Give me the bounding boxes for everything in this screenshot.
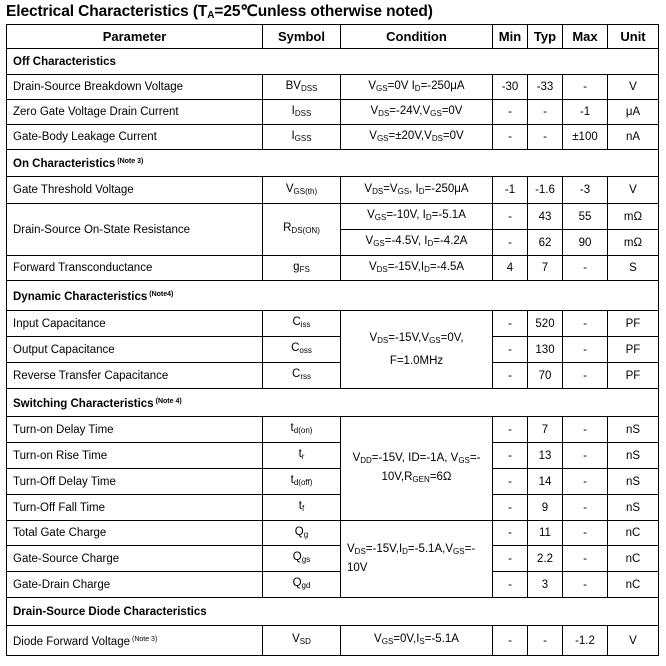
unit-cell: nS (608, 495, 659, 521)
max-cell: - (563, 417, 608, 443)
unit-cell: nC (608, 572, 659, 598)
symbol-cell: $I_{GSS}$ (263, 125, 341, 150)
symbol-cell: $V_{SD}$ (263, 626, 341, 656)
min-cell: - (493, 311, 528, 337)
typ-cell: -33 (528, 75, 563, 100)
section-on (7, 150, 659, 177)
max-cell: - (563, 311, 608, 337)
param-cell: Turn-on Delay Time (7, 417, 263, 443)
unit-cell: nS (608, 443, 659, 469)
symbol-cell: $t_{d(off)}$ (263, 469, 341, 495)
condition-cell: $V_{GS}=0V,I_S=-5.1A$ (341, 626, 493, 656)
symbol-cell: $Q_{gs}$ (263, 546, 341, 572)
table-row (7, 626, 659, 656)
table-row (7, 125, 659, 150)
symbol-cell: $t_f$ (263, 495, 341, 521)
max-cell: - (563, 546, 608, 572)
table-row (7, 495, 659, 521)
condition-cell: $V_{DS}=-15V,I_D=-4.5A$ (341, 256, 493, 281)
table-row (7, 521, 659, 546)
section-label: Switching Characteristics $^{(Note 4)}$ (7, 389, 659, 417)
unit-cell: nC (608, 546, 659, 572)
min-cell: -30 (493, 75, 528, 100)
max-cell: -1.2 (563, 626, 608, 656)
min-cell: - (493, 495, 528, 521)
typ-cell: 70 (528, 363, 563, 389)
unit-cell: V (608, 177, 659, 204)
unit-cell: nS (608, 417, 659, 443)
unit-cell: mΩ (608, 204, 659, 230)
symbol-cell: $BV_{DSS}$ (263, 75, 341, 100)
typ-cell: 43 (528, 204, 563, 230)
min-cell: - (493, 443, 528, 469)
typ-cell: 7 (528, 256, 563, 281)
param-cell: Total Gate Charge (7, 521, 263, 546)
electrical-characteristics-table (6, 24, 659, 656)
max-cell: - (563, 521, 608, 546)
max-cell: -3 (563, 177, 608, 204)
header-unit: Unit (608, 25, 659, 49)
section-label: On Characteristics $^{(Note 3)}$ (7, 150, 659, 177)
typ-cell: 130 (528, 337, 563, 363)
param-cell: Zero Gate Voltage Drain Current (7, 100, 263, 125)
symbol-cell: $t_r$ (263, 443, 341, 469)
param-cell: Drain-Source On-State Resistance (7, 204, 263, 256)
table-row (7, 417, 659, 443)
min-cell: - (493, 230, 528, 256)
section-off (7, 49, 659, 75)
param-cell: Reverse Transfer Capacitance (7, 363, 263, 389)
unit-cell: V (608, 75, 659, 100)
typ-cell: - (528, 626, 563, 656)
max-cell: - (563, 572, 608, 598)
condition-cell: $V_{GS}=-4.5V$, $I_D=-4.2A$ (341, 230, 493, 256)
header-symbol: Symbol (263, 25, 341, 49)
symbol-cell: $V_{GS(th)}$ (263, 177, 341, 204)
table-row (7, 546, 659, 572)
condition-cell: $V_{GS}=\pm 20V,V_{DS}=0V$ (341, 125, 493, 150)
typ-cell: 2.2 (528, 546, 563, 572)
param-cell: Gate-Source Charge (7, 546, 263, 572)
unit-cell: S (608, 256, 659, 281)
max-cell: - (563, 443, 608, 469)
typ-cell: 7 (528, 417, 563, 443)
param-cell: Gate Threshold Voltage (7, 177, 263, 204)
symbol-cell: $Q_{gd}$ (263, 572, 341, 598)
condition-cell: $V_{DS}=-24V,V_{GS}=0V$ (341, 100, 493, 125)
max-cell: 90 (563, 230, 608, 256)
min-cell: - (493, 125, 528, 150)
typ-cell: - (528, 100, 563, 125)
table-row (7, 204, 659, 230)
condition-cell: $V_{DS}=V_{GS}$, $I_D=-250\mu A$ (341, 177, 493, 204)
header-min: Min (493, 25, 528, 49)
header-max: Max (563, 25, 608, 49)
header-condition: Condition (341, 25, 493, 49)
param-cell: Gate-Drain Charge (7, 572, 263, 598)
min-cell: - (493, 337, 528, 363)
min-cell: - (493, 100, 528, 125)
table-row (7, 469, 659, 495)
unit-cell: V (608, 626, 659, 656)
param-cell: Turn-Off Delay Time (7, 469, 263, 495)
table-row (7, 572, 659, 598)
table-row (7, 311, 659, 337)
header-typ: Typ (528, 25, 563, 49)
table-row (7, 100, 659, 125)
condition-cell: $V_{DD}=-15V$, ID=-1A, $V_{GS}=-$ $10V,R_{GEN}=6\Omega$ (341, 417, 493, 521)
min-cell: - (493, 546, 528, 572)
min-cell: - (493, 363, 528, 389)
section-label: Off Characteristics (7, 49, 659, 75)
min-cell: - (493, 204, 528, 230)
section-label: Dynamic Characteristics $^{(Note4)}$ (7, 281, 659, 311)
max-cell: -1 (563, 100, 608, 125)
condition-cell: $V_{DS}=-15V,V_{GS}=0V$, F=1.0MHz (341, 311, 493, 389)
param-cell: Turn-Off Fall Time (7, 495, 263, 521)
typ-cell: 14 (528, 469, 563, 495)
page-title: Electrical Characteristics ($T_A=25℃unless$ otherwise noted) (6, 3, 433, 21)
max-cell: 55 (563, 204, 608, 230)
max-cell: - (563, 75, 608, 100)
section-dynamic (7, 281, 659, 311)
min-cell: - (493, 417, 528, 443)
unit-cell: mΩ (608, 230, 659, 256)
param-cell: Drain-Source Breakdown Voltage (7, 75, 263, 100)
param-cell: Input Capacitance (7, 311, 263, 337)
symbol-cell: $g_{FS}$ (263, 256, 341, 281)
param-cell: Forward Transconductance (7, 256, 263, 281)
typ-cell: 62 (528, 230, 563, 256)
unit-cell: PF (608, 363, 659, 389)
unit-cell: nA (608, 125, 659, 150)
condition-cell: $V_{DS}=-15V,I_D=-5.1A,V_{GS}=-$ 10V (341, 521, 493, 598)
min-cell: - (493, 626, 528, 656)
min-cell: - (493, 469, 528, 495)
typ-cell: 9 (528, 495, 563, 521)
table-row (7, 256, 659, 281)
typ-cell: 13 (528, 443, 563, 469)
min-cell: - (493, 521, 528, 546)
condition-cell: $V_{GS}=-10V$, $I_D=-5.1A$ (341, 204, 493, 230)
symbol-cell: $t_{d(on)}$ (263, 417, 341, 443)
unit-cell: μA (608, 100, 659, 125)
min-cell: - (493, 572, 528, 598)
param-cell: Turn-on Rise Time (7, 443, 263, 469)
section-switching (7, 389, 659, 417)
min-cell: 4 (493, 256, 528, 281)
min-cell: -1 (493, 177, 528, 204)
symbol-cell: $I_{DSS}$ (263, 100, 341, 125)
typ-cell: -1.6 (528, 177, 563, 204)
typ-cell: 11 (528, 521, 563, 546)
typ-cell: 3 (528, 572, 563, 598)
table-row (7, 177, 659, 204)
table-header-row (7, 25, 659, 49)
table-row (7, 337, 659, 363)
unit-cell: nS (608, 469, 659, 495)
header-parameter: Parameter (7, 25, 263, 49)
max-cell: ±100 (563, 125, 608, 150)
symbol-cell: $C_{rss}$ (263, 363, 341, 389)
symbol-cell: $Q_g$ (263, 521, 341, 546)
table-row (7, 443, 659, 469)
typ-cell: - (528, 125, 563, 150)
unit-cell: PF (608, 311, 659, 337)
max-cell: - (563, 469, 608, 495)
param-cell: Diode Forward Voltage $^{(Note 3)}$ (7, 626, 263, 656)
max-cell: - (563, 363, 608, 389)
max-cell: - (563, 337, 608, 363)
table-row (7, 363, 659, 389)
unit-cell: PF (608, 337, 659, 363)
param-cell: Gate-Body Leakage Current (7, 125, 263, 150)
condition-cell: $V_{GS}=0V$ $I_D=-250\mu A$ (341, 75, 493, 100)
unit-cell: nC (608, 521, 659, 546)
symbol-cell: $C_{oss}$ (263, 337, 341, 363)
section-diode (7, 598, 659, 626)
symbol-cell: $C_{iss}$ (263, 311, 341, 337)
section-label: Drain-Source Diode Characteristics (7, 598, 659, 626)
symbol-cell: $R_{DS(ON)}$ (263, 204, 341, 256)
table-row (7, 75, 659, 100)
typ-cell: 520 (528, 311, 563, 337)
max-cell: - (563, 495, 608, 521)
max-cell: - (563, 256, 608, 281)
param-cell: Output Capacitance (7, 337, 263, 363)
